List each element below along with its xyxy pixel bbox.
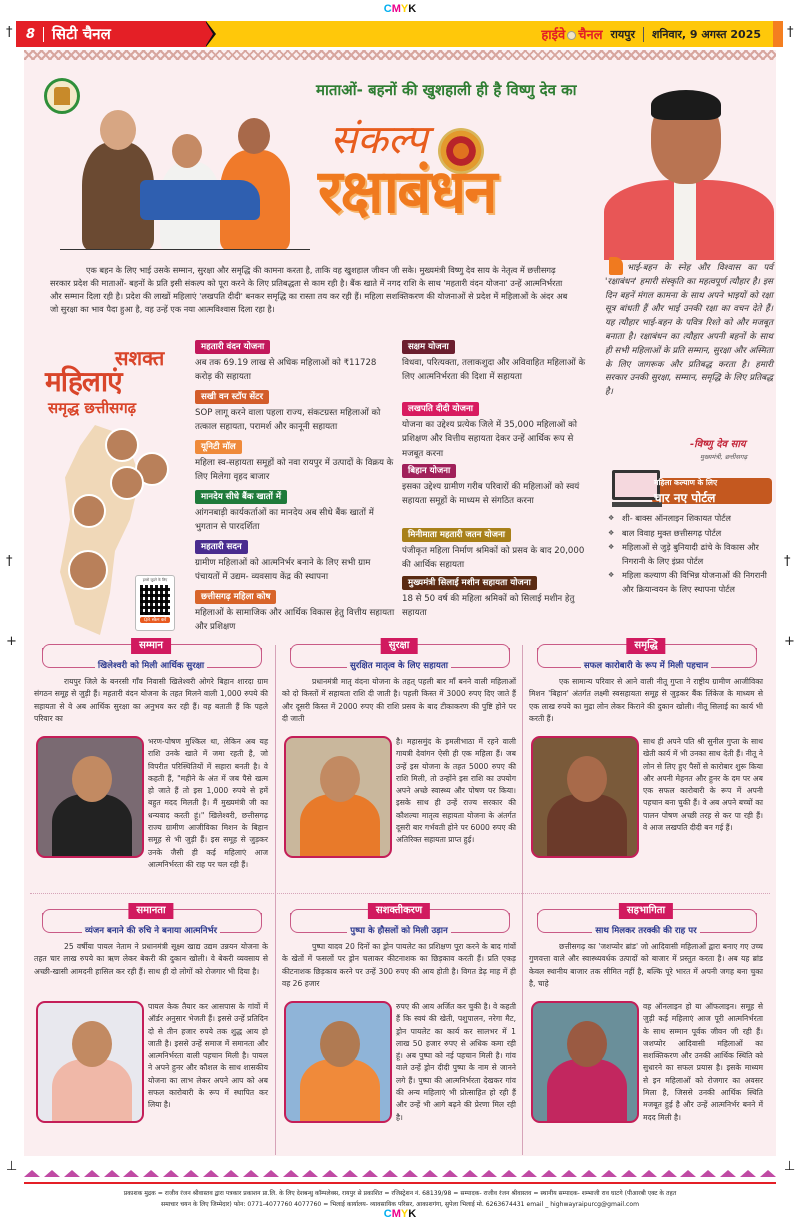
pattern-triangle — [143, 1170, 159, 1177]
pattern-triangle — [64, 1170, 80, 1177]
scheme-item — [195, 484, 395, 535]
pattern-triangle — [720, 1170, 736, 1177]
woman-portrait — [68, 550, 108, 590]
story-body-text: पायल केक तैयार कर आसपास के गांवों में ऑर्डर अनुसार भेजती हैं। इससे उन्हें प्रतिदिन दो से तीन हजार रुपये तक शुद्ध आय हो जाती है। इससे उन्हें समाज में समानता और आत्मनिर्भरता वाली पहचान मिली है। पायल ने अपने हुनर और कौशल के साथ शासकीय योजना का लाभ लेकर अपने आप को अब सफल कारोबारी के रूप में स्थापित कर लिया है। — [148, 1002, 268, 1110]
row-divider — [30, 893, 770, 894]
pattern-triangle — [402, 1170, 418, 1177]
scheme-tag: मुख्यमंत्री सिलाई मशीन सहायता योजना — [402, 576, 537, 590]
scheme-item — [195, 384, 395, 435]
cmyk-registration-mark: CMYK — [383, 3, 417, 15]
scheme-tag: बिहान योजना — [402, 464, 456, 478]
pattern-triangle — [442, 1170, 458, 1177]
story-photo — [36, 736, 144, 858]
story-lead-text: रायपुर जिले के बनरसी गाँव निवासी खिलेश्वरी ओगरे बिहान शारदा ग्राम संगठन समूह से जुड़ी हैं। महतारी वंदन योजना के तहत मिलने वाली 1,000 रुपये की सहायता से वे अब आर्थिक सुरक्षा का अनुभव कर रही हैं। वह बताती हैं कि पहले परिवार का — [34, 677, 268, 723]
scheme-tag: मिनीमाता महतारी जतन योजना — [402, 528, 511, 542]
crop-mark: † — [6, 554, 13, 569]
pattern-triangle — [601, 1170, 617, 1177]
scheme-description: महिला स्व-सहायता समूहों को नवा रायपुर में उत्पादों के विक्रय के लिए मिलेगा वृहद बाजार — [195, 458, 394, 483]
portal-item: ❖ शी- बाक्स ऑनलाइन शिकायत पोर्टल — [606, 512, 776, 526]
story-category-badge: सम्मान — [131, 638, 171, 654]
scheme-description: SOP लागू करने वाला पहला राज्य, संकटग्रस्त महिलाओं को तत्काल सहायता, परामर्श और कानूनी सहायता — [195, 408, 381, 433]
story-body-text: है। महासमुंद के इमलीभाठा में रहने वाली गायत्री देवांगन ऐसी ही एक महिला हैं। जब उन्हें इस योजना के तहत 5000 रुपए की राशि मिली, तो उन्होंने इस राशि का उपयोग अपने अच्छे स्वास्थ्य और पोषण पर किया। इसके साथ ही उन्हें राज्य सरकार की कौशल्या मातृत्व सहायता योजना के अंतर्गत दूसरी बार गर्भवती होने पर 6000 रुपए की अतिरिक्त सहायता प्राप्त हुई। — [396, 737, 516, 845]
pattern-triangle — [661, 1170, 677, 1177]
edition-date: शनिवार, 9 अगस्त 2025 — [652, 27, 761, 41]
imprint-line-2: समाचार चयन के लिए जिम्मेदार) फोन: 0771-4077760 4077760 = भिलाई कार्यालय- व्यावसायिक परिसर, आकाशगंगा, सुपेला भिलाई मो. 6263674431 email _ highwayraipurcg@gmail.com — [160, 1201, 640, 1208]
woman-portrait — [105, 428, 139, 462]
pattern-triangle — [760, 1170, 776, 1177]
intro-paragraph: एक बहन के लिए भाई उसके सम्मान, सुरक्षा और समृद्धि की कामना करता है, ताकि वह खुशहाल जीवन जी सके। मुख्यमंत्री विष्णु देव साय के नेतृत्व में छत्तीसगढ़ सरकार प्रदेश की माताओं- बहनों के प्रति इसी संकल्प को पूरा करने के लिए प्रतिबद्धता से काम रही है। बैंक खाते में नगद राशि के साथ 'महतारी वंदन योजना' उन्हें आत्मनिर्भरता और सम्मान दिला रही है। प्रदेश की लाखों महिलाएं 'लखपति दीदी' बनकर समृद्धि का रास्ता तय कर रही हैं। महिला सशक्तिकरण की योजनाओं से प्रदेश में महिलाओं के अंदर अब जो सुरक्षा का भाव पैदा हुआ है, वह उन्हें एक नया आत्मविश्वास दिला रहा है। — [50, 265, 568, 314]
scheme-item — [195, 534, 395, 585]
portal-item: ❖ बाल विवाह मुक्त छत्तीसगढ़ पोर्टल — [606, 527, 776, 541]
scheme-description: अब तक 69.19 लाख से अधिक महिलाओं को ₹11728 करोड़ की सहायता — [195, 358, 377, 383]
qr-scan-label: QR स्कैन करें — [140, 617, 170, 623]
photo-figure — [238, 118, 270, 154]
pattern-triangle — [382, 1170, 398, 1177]
portals-title: चार नए पोर्टल — [654, 491, 716, 505]
story-photo — [284, 736, 392, 858]
qr-code-icon — [140, 585, 170, 615]
pattern-triangle — [163, 1170, 179, 1177]
pattern-triangle — [24, 1170, 40, 1177]
scheme-tag: सक्षम योजना — [402, 340, 455, 354]
story-lead-text: प्रधानमंत्री मातृ वंदना योजना के तहत् पहली बार माँ बनने वाली महिलाओं को दो किस्तों में सहायता राशि दी जाती है। पहली किस्त में 3000 रुपए दिए जाते हैं और दूसरी किस्त में 2000 रुपए की राशि प्रसव के बाद टीकाकरण की पुष्टि होने पर दी जाती — [282, 677, 516, 723]
scheme-description: महिलाओं के सामाजिक और आर्थिक विकास हेतु वित्तीय सहायता और प्रशिक्षण — [195, 608, 395, 633]
story-card — [525, 638, 767, 893]
story-category-badge: समानता — [128, 903, 173, 919]
pattern-triangle — [581, 1170, 597, 1177]
story-body-text: वह ऑनलाइन हो या ऑफलाइन। समूह से जुड़ी कई महिलाएं आज पूरी आत्मनिर्भरता के साथ सम्मान पूर्वक जीवन जी रही हैं। जशप्योर आदिवासी महिलाओं का सशक्तिकरण और उनकी आर्थिक स्थिति को सुधारने का सफल प्रयास है। इसके माध्यम से इन महिलाओं को रोजगार का अवसर मिला है, जिससे उनकी आर्थिक स्थिति मजबूत हुई है और उन्हें आत्मनिर्भर बनने में मदद मिली है। — [643, 1002, 763, 1122]
portals-list — [606, 512, 776, 598]
pattern-triangle — [541, 1170, 557, 1177]
story-title: व्यंजन बनाने की रुचि ने बनाया आत्मनिर्भर — [30, 924, 272, 936]
scheme-description: ग्रामीण महिलाओं को आत्मनिर्भर बनाने के लिए सभी ग्राम पंचायतों में उद्यम- व्यवसाय केंद्र की स्थापना — [195, 558, 371, 583]
crop-mark: † — [784, 554, 791, 569]
section-block — [16, 21, 206, 47]
sashakt-heading-2: महिलाएं — [45, 365, 122, 398]
pattern-triangle — [422, 1170, 438, 1177]
story-title: साथ मिलकर तरक्की की राह पर — [525, 924, 767, 936]
sashakt-heading-1: सशक्त — [115, 346, 165, 370]
sashakt-heading-3: समृद्ध छत्तीसगढ़ — [48, 399, 137, 417]
imprint-line-1: प्रकाशक मुद्रक = राजीव रंजन श्रीवास्तव द्वारा पत्रकार प्रकाशन प्रा.लि. के लिए देशबन्धु कॉम्पलेक्स, रायपुर से प्रकाशित = रजिस्ट्रेशन नं. 68139/98 = सम्पादक- राजीव रंजन श्रीवास्तव = स्थानीय सम्पादक- शम्भाजी राव घाटगे (पीआरबी एक्ट के तहत — [123, 1190, 677, 1197]
crop-mark: ⊥ — [6, 1159, 18, 1174]
cm-quote: भाई-बहन के स्नेह और विश्वास का पर्व 'रक्षाबंधन' हमारी संस्कृति का महत्वपूर्ण त्यौहार है। इस दिन बहनें मंगल कामना के साथ अपने भाइयों को रक्षा सूत्र बांधती हैं और भाई उनकी रक्षा का वचन देते हैं। यह त्यौहार भाई-बहन के पवित्र रिश्ते को और मजबूत बनाता है। रक्षाबंधन का त्यौहार अपनी बहनों के साथ ही सभी महिलाओं के प्रति सम्मान, सुरक्षा और अस्मिता के लिए जागरूक और प्रतिबद्ध करता है। हमारी सरकार उनकी सुरक्षा, सम्मान, समृद्धि के लिए प्रतिबद्ध है। — [605, 263, 773, 398]
pattern-triangle — [521, 1170, 537, 1177]
scheme-item — [195, 584, 395, 635]
bottom-border-pattern — [24, 1164, 776, 1178]
scheme-item — [402, 570, 592, 621]
pattern-triangle — [283, 1170, 299, 1177]
page-number: 8 — [26, 27, 44, 42]
scheme-item — [402, 396, 592, 461]
story-category-badge: सशक्तीकरण — [368, 903, 430, 919]
header-cap — [773, 21, 783, 47]
pattern-triangle — [641, 1170, 657, 1177]
computer-icon — [612, 470, 660, 500]
story-category-badge: सुरक्षा — [381, 638, 418, 654]
story-body-text: साथ ही अपने पति श्री सुनील गुप्ता के साथ खेती कार्य में भी उनका साथ देती हैं। नीतू ने लोन से लिए हुए पैसों से कारोबार शुरू किया और अपनी मेहनत और हुनर के दम पर अब एक सफल कारोबारी के रूप में अपनी पहचान बना चुकी हैं। वे अब अपने बच्चों का पालन पोषण अच्छी तरह से कर पा रही हैं। वे आज लखपति दीदी बन गई हैं। — [643, 737, 763, 833]
story-title: खिलेश्वरी को मिली आर्थिक सुरक्षा — [30, 659, 272, 671]
brand-logo: हाईवे चैनल — [541, 28, 603, 43]
qr-code-card[interactable]: हमसे जुड़ने के लिए QR स्कैन करें — [135, 575, 175, 631]
crop-mark: † — [787, 25, 794, 40]
pattern-triangle — [740, 1170, 756, 1177]
story-body-text: रुपए की आय अर्जित कर चुकी है। वे कहती हैं कि स्वयं की खेती, पशुपालन, नरेगा मैट, ड्रोन पायलेट का कार्य कर सालभर में 1 लाख 50 हजार रुपए से अधिक कमा रही हूं। अब पुष्पा को नई पहचान मिली है। गांव वाले उन्हें ड्रोन दीदी पुष्पा के नाम से जानने लगे हैं। पुष्पा की आत्मनिर्भरता देखकर गांव की अन्य महिलाएं भी प्रोत्साहित हो रही हैं और उन्हें भी आगे बढ़ने की प्रेरणा मिल रही है। — [396, 1002, 516, 1122]
story-category-badge: सहभागिता — [619, 903, 673, 919]
story-card — [30, 903, 272, 1158]
house-key-prop — [140, 180, 260, 220]
pattern-triangle — [44, 1170, 60, 1177]
hero-title-line1: संकल्प — [330, 117, 428, 163]
pattern-triangle — [481, 1170, 497, 1177]
pattern-triangle — [183, 1170, 199, 1177]
hero-photo — [60, 100, 310, 250]
scheme-description: पंजीकृत महिला निर्माण श्रमिकों को प्रसव के बाद 20,000 की आर्थिक सहायता — [402, 546, 585, 571]
hero-kicker: माताओं- बहनों की खुशहाली ही है विष्णु देव का — [316, 81, 577, 99]
photo-figure — [100, 110, 136, 150]
portals-subtitle: महिला कल्याण के लिए — [654, 478, 718, 487]
scheme-item — [402, 522, 592, 573]
pattern-triangle — [223, 1170, 239, 1177]
scheme-tag: यूनिटी मॉल — [195, 440, 242, 454]
woman-portrait — [72, 494, 106, 528]
chief-minister-photo — [596, 80, 776, 260]
scheme-item — [195, 434, 395, 485]
story-lead-text: एक सामान्य परिवार से आने वाली नीतू गुप्ता ने राष्ट्रीय ग्रामीण आजीविका मिशन 'बिहान' अंतर्गत लक्ष्मी स्वसहायता समूह से जुड़कर बैंक लिंकेज के माध्यम से एक लाख रुपये का मुद्रा लोन लेकर किराने की दुकान खोली। नीतू सिलाई का कार्य भी करती हैं। — [529, 677, 763, 723]
story-photo — [36, 1001, 144, 1123]
scheme-description: विधवा, परित्यक्ता, तलाकशुदा और अविवाहित महिलाओं के लिए आत्मनिर्भरता की दिशा में सहायता — [402, 358, 586, 383]
brand-dot-icon — [567, 31, 576, 40]
story-card — [278, 903, 520, 1158]
story-photo — [284, 1001, 392, 1123]
pattern-triangle — [203, 1170, 219, 1177]
crop-mark: + — [784, 634, 795, 649]
crop-mark: + — [6, 634, 17, 649]
scheme-tag: छत्तीसगढ़ महिला कोष — [195, 590, 276, 604]
pattern-triangle — [621, 1170, 637, 1177]
story-card — [30, 638, 272, 893]
pattern-triangle — [342, 1170, 358, 1177]
column-divider — [275, 645, 276, 1155]
footer-rule — [24, 1182, 776, 1184]
photo-figure — [172, 134, 202, 168]
story-title: पुष्पा के हौसलों को मिली उड़ान — [278, 924, 520, 936]
story-card — [278, 638, 520, 893]
woman-portrait — [110, 466, 144, 500]
crop-mark: ⊥ — [784, 1159, 796, 1174]
pattern-triangle — [84, 1170, 100, 1177]
pattern-triangle — [104, 1170, 120, 1177]
pattern-triangle — [561, 1170, 577, 1177]
pattern-triangle — [362, 1170, 378, 1177]
scheme-tag: मानदेय सीधे बैंक खातों में — [195, 490, 287, 504]
story-photo — [531, 736, 639, 858]
masthead — [541, 25, 783, 43]
quote-author: -विष्णु देव साय — [690, 439, 746, 450]
portal-item: ❖ महिला कल्याण की विभिन्न योजनाओं की निगरानी और क्रियान्वयन के लिए स्थापना पोर्टल — [606, 569, 776, 596]
column-divider — [522, 645, 523, 1155]
pattern-triangle — [123, 1170, 139, 1177]
story-lead-text: छत्तीसगढ़ का 'जशप्योर ब्रांड' जो आदिवासी महिलाओं द्वारा बनाए गए उच्च गुणवत्ता वाले और स्वास्थ्यवर्धक उत्पादों को बाजार में प्रस्तुत करता है। अब यह ब्रांड केवल स्थानीय बाजार तक सीमित नहीं है, बल्कि पूरे भारत में अपनी जगह बना चुका है, चाहे — [529, 942, 763, 988]
top-border-pattern — [24, 50, 776, 60]
quote-author-role: मुख्यमंत्री, छत्तीसगढ़ — [700, 453, 748, 461]
story-photo — [531, 1001, 639, 1123]
pattern-triangle — [462, 1170, 478, 1177]
scheme-description: आंगनबाड़ी कार्यकर्ताओं का मानदेय अब सीधे बैंक खातों में भुगतान से पारदर्शिता — [195, 508, 374, 533]
crop-mark: † — [6, 25, 13, 40]
pattern-triangle — [501, 1170, 517, 1177]
story-title: सुरक्षित मातृत्व के लिए सहायता — [278, 659, 520, 671]
hero-title-line2: रक्षाबंधन — [318, 157, 496, 227]
scheme-tag: महतारी वंदन योजना — [195, 340, 270, 354]
scheme-description: 18 से 50 वर्ष की महिला श्रमिकों को सिलाई मशीन हेतु सहायता — [402, 594, 575, 619]
pattern-triangle — [700, 1170, 716, 1177]
scheme-description: इसका उद्देश्य ग्रामीण गरीब परिवारों की महिलाओं को स्वयं सहायता समूहों के माध्यम से संगठित करना — [402, 482, 580, 507]
scheme-tag: महतारी सदन — [195, 540, 248, 554]
pattern-triangle — [322, 1170, 338, 1177]
scheme-item — [195, 334, 395, 385]
pattern-triangle — [680, 1170, 696, 1177]
story-card — [525, 903, 767, 1158]
story-lead-text: 25 वर्षीया पायल नेताम ने प्रधानमंत्री सूक्ष्म खाद्य उद्यम उन्नयन योजना के तहत चार लाख रुपये का ऋण लेकर बेकरी की दुकान खोली। वे बेकरी व्यवसाय से अच्छी-खासी आमदनी हासिल कर रही हैं। साथ ही दो लोगों को रोजगार भी दिया है। — [34, 942, 268, 976]
scheme-description: योजना का उद्देश्य प्रत्येक जिले में 35,000 महिलाओं को प्रशिक्षण और वित्तीय सहायता देकर उन्हें आर्थिक रूप से मजबूत करना — [402, 420, 577, 459]
portal-item: ❖ महिलाओं से जुड़े बुनियादी ढांचे के विकास और निगरानी के लिए इंफ्रा पोर्टल — [606, 541, 776, 568]
scheme-tag: लखपति दीदी योजना — [402, 402, 479, 416]
pattern-triangle — [302, 1170, 318, 1177]
edition-city: रायपुर — [611, 27, 644, 42]
pattern-triangle — [263, 1170, 279, 1177]
page-header — [16, 21, 783, 47]
section-name: सिटी चैनल — [52, 25, 111, 43]
pattern-triangle — [243, 1170, 259, 1177]
scheme-tag: सखी वन स्टॉप सेंटर — [195, 390, 269, 404]
story-title: सफल कारोबारी के रूप में मिली पहचान — [525, 659, 767, 671]
story-body-text: भरण-पोषण मुश्किल था, लेकिन अब यह राशि उनके खाते में जमा रहती है, जो विपरीत परिस्थितियों में सहारा बनती है। वे कहती हैं, "महीने के अंत में जब पैसे खत्म हो जाते हैं तो इस 1,000 रुपये से हमें बहुत मदद मिलती है। मैं मुख्यमंत्री जी का धन्यवाद करती हूं।" खिलेश्वरी, छत्तीसगढ़ राज्य ग्रामीण आजीविका मिशन के बिहान समूह से भी जुड़ी हैं। इस समूह से जुड़कर उनके जैसी ही कई महिलाएं आज आत्मनिर्भरता की राह पर चल रही हैं। — [148, 737, 268, 869]
story-category-badge: समृद्धि — [626, 638, 665, 654]
scheme-item — [402, 334, 592, 385]
story-lead-text: पुष्पा यादव 20 दिनों का ड्रोन पायलेट का प्रशिक्षण पूरा करने के बाद गांवों के खेतों में फसलों पर ड्रोन चलाकर कीटनाशक का छिड़काव करती हैं। प्रति एकड़ कीटनाशक छिड़काव करने पर उन्हें 300 रुपए की आय होती है। विगत डेढ़ माह में ही वह 26 हजार — [282, 942, 516, 988]
cmyk-registration-mark: CMYK — [383, 1208, 417, 1220]
scheme-item — [402, 458, 592, 509]
